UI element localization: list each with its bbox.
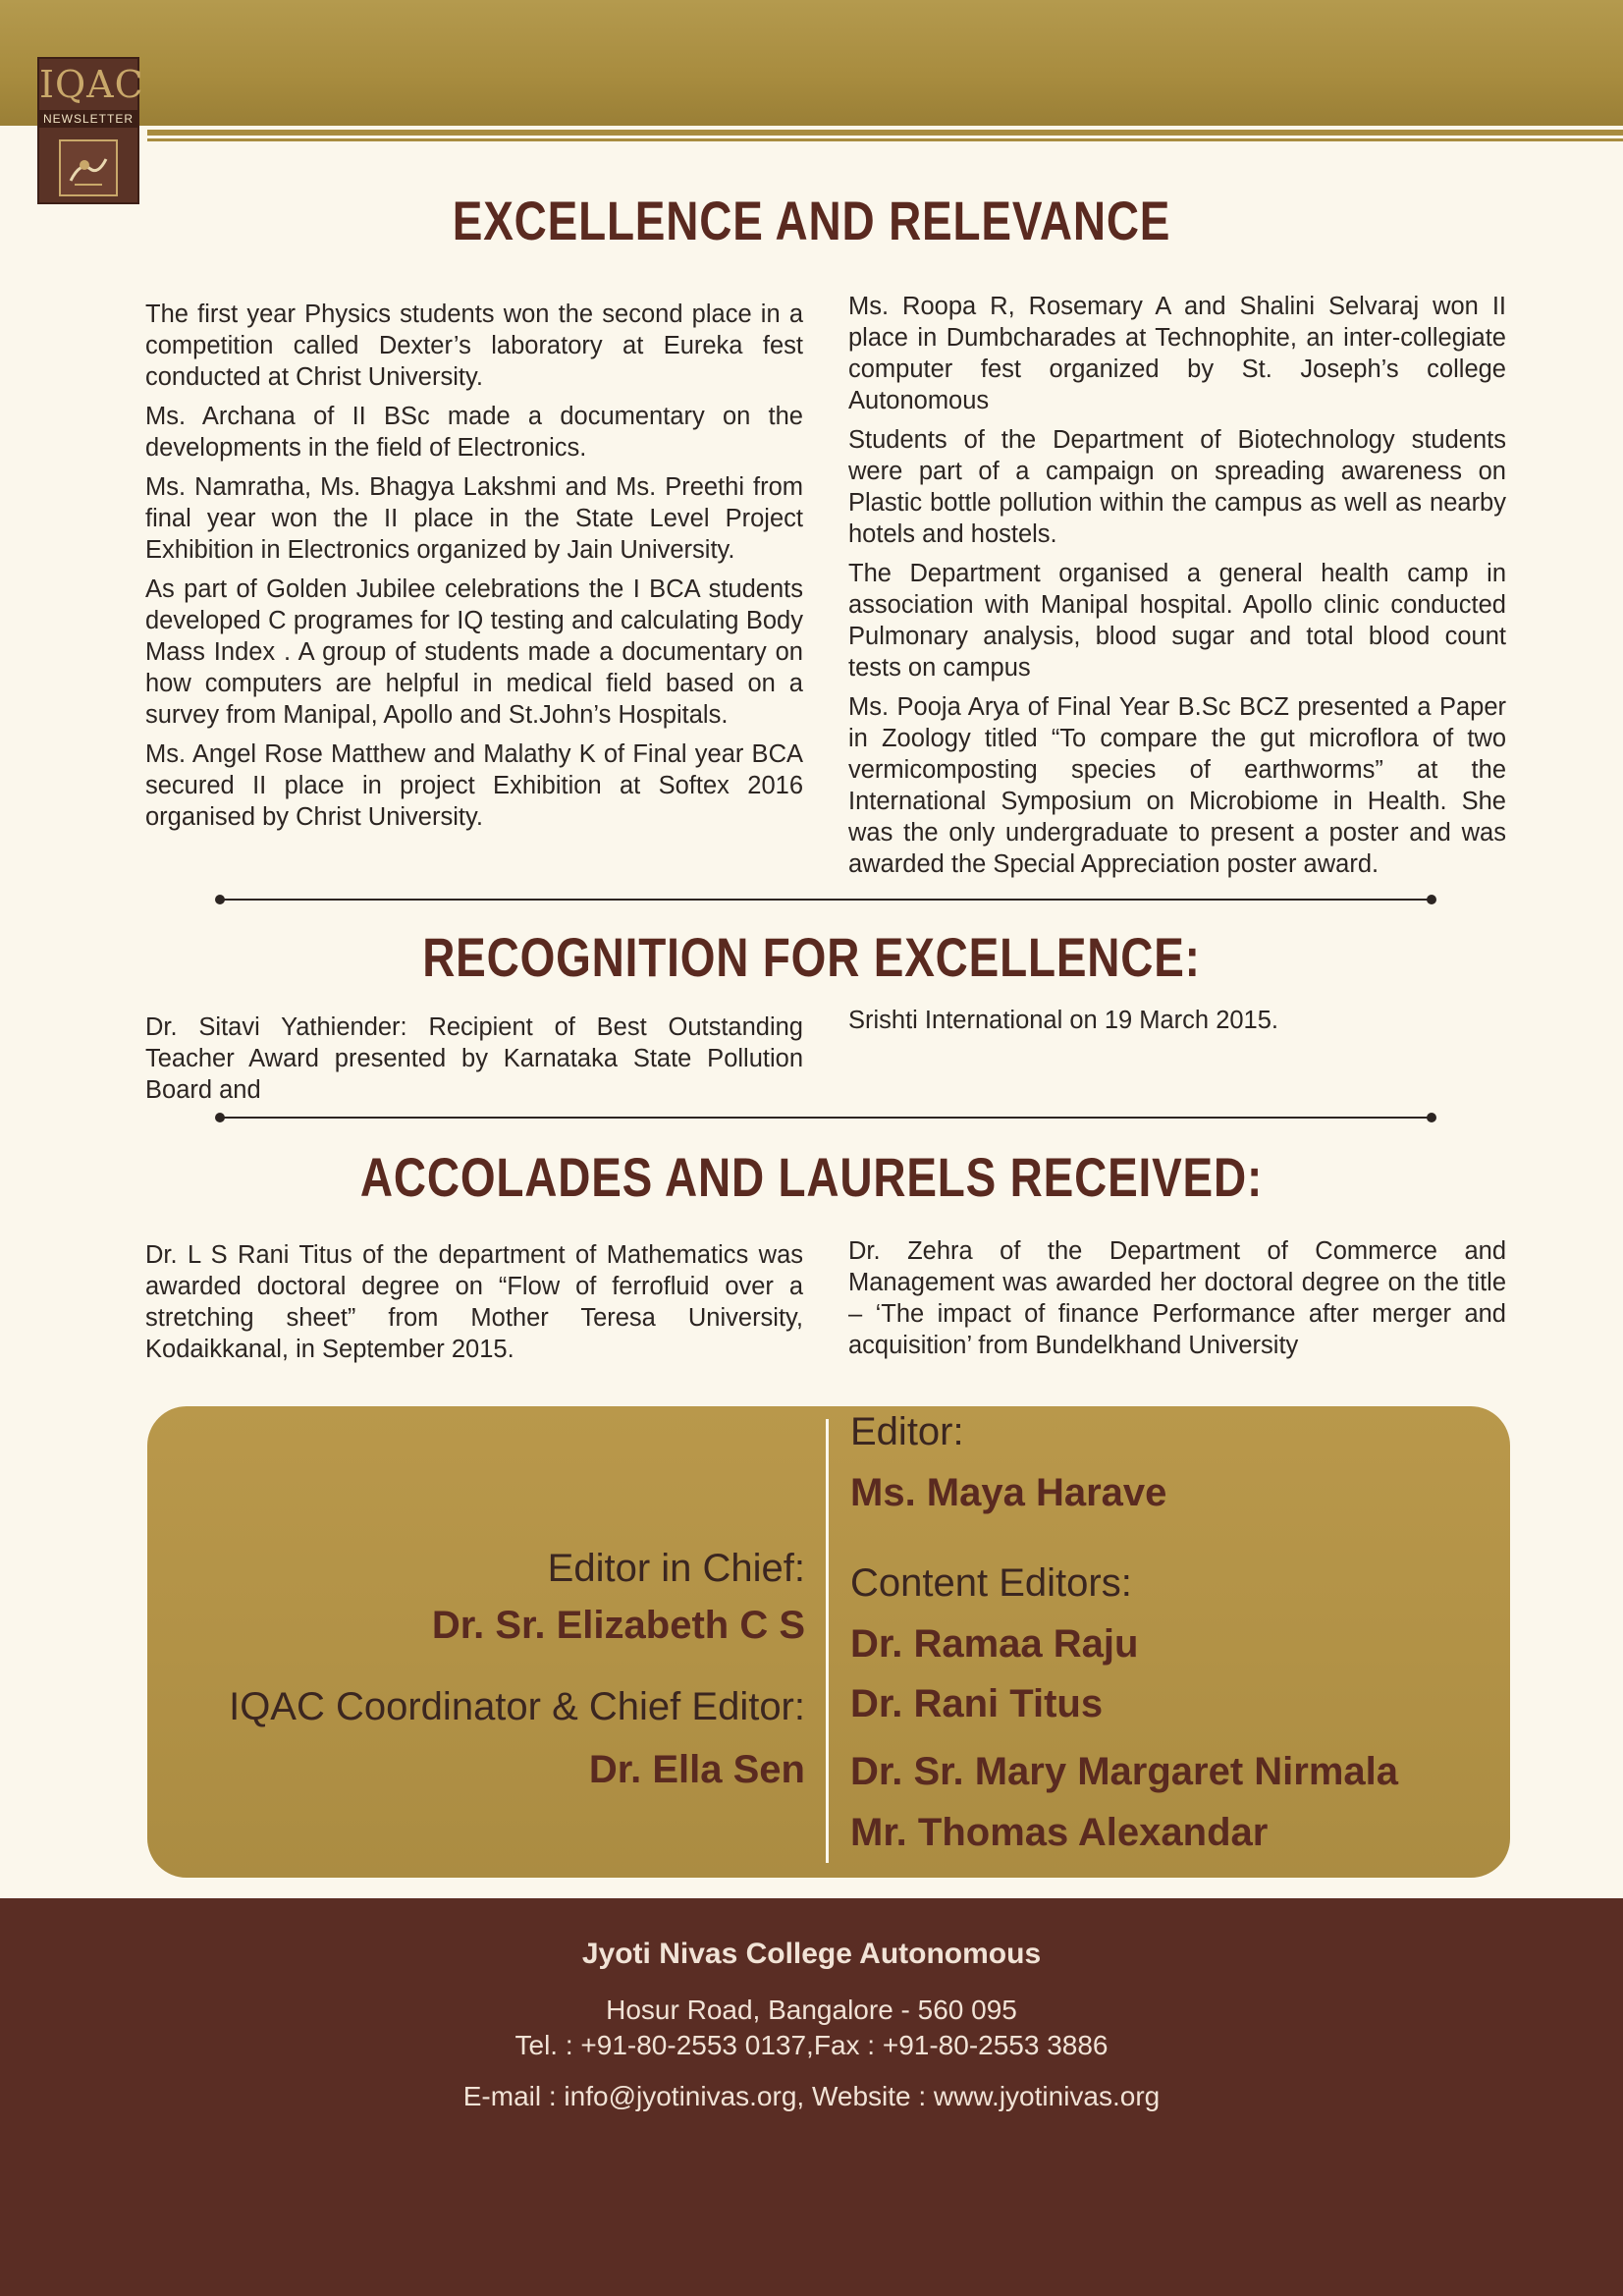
paragraph: Students of the Department of Biotechnology students were part of a campaign on spreading awareness on Plastic bottle pollution within the campus as well as nearby hotels and hostels. [848, 426, 1506, 548]
college-name: Jyoti Nivas College Autonomous [581, 1938, 1042, 1970]
recognition-left-text: Dr. Sitavi Yathiender: Recipient of Best Outstanding Teacher Award presented by Karnataka State Pollution Board and [145, 1013, 803, 1104]
section-heading-excellence: EXCELLENCE AND RELEVANCE [452, 190, 1171, 251]
emblem-icon [59, 139, 118, 196]
college-address: Hosur Road, Bangalore - 560 095 [606, 1995, 1017, 2025]
section-heading-recognition: RECOGNITION FOR EXCELLENCE: [422, 926, 1201, 988]
accolades-right-text: Dr. Zehra of the Department of Commerce and Management was awarded her doctoral degree on the title – ‘The impact of finance Performance after merger and acquisition’ from Bundelkhand University [848, 1237, 1506, 1359]
header-rule [147, 130, 1623, 136]
recognition-right-text: Srishti International on 19 March 2015. [848, 1007, 1279, 1034]
excellence-right-column [848, 291, 1506, 888]
editor-label: Editor: [850, 1410, 964, 1453]
editor-in-chief-label: Editor in Chief: [547, 1547, 805, 1590]
college-phone: Tel. : +91-80-2553 0137,Fax : +91-80-2553 3886 [514, 2030, 1109, 2060]
paragraph: Ms. Roopa R, Rosemary A and Shalini Selvaraj won II place in Dumbcharades at Technophite, an inter-collegiate computer fest organized by St. Joseph’s college Autonomous [848, 293, 1506, 414]
paragraph: Ms. Angel Rose Matthew and Malathy K of Final year BCA secured II place in project Exhibition at Softex 2016 organised by Christ University. [145, 740, 803, 831]
paragraph: The Department organised a general health camp in association with Manipal hospital. Apollo clinic conducted Pulmonary analysis, blood sugar and total blood count tests on campus [848, 560, 1506, 682]
content-editor-name: Dr. Sr. Mary Margaret Nirmala [850, 1750, 1399, 1793]
paragraph: Ms. Namratha, Ms. Bhagya Lakshmi and Ms. Preethi from final year won the II place in the State Level Project Exhibition in Electronics organized by Jain University. [145, 473, 803, 564]
section-divider [220, 1117, 1432, 1119]
footer [0, 1898, 1623, 2296]
content-editors-label: Content Editors: [850, 1561, 1132, 1605]
paragraph: As part of Golden Jubilee celebrations the I BCA students developed C programes for IQ testing and calculating Body Mass Index . A group of students made a documentary on how computers are helpful in medical field based on a survey from Manipal, Apollo and St.John’s Hospitals. [145, 575, 803, 729]
paragraph: Ms. Pooja Arya of Final Year B.Sc BCZ presented a Paper in Zoology titled “To compare the gut microflora of two vermicomposting species of earthworms” at the International Symposium on Microbiome in Health. She was the only undergraduate to present a poster and was awarded the Special Appreciation poster award. [848, 693, 1506, 878]
content-editor-name: Mr. Thomas Alexandar [850, 1811, 1269, 1854]
accolades-left-text: Dr. L S Rani Titus of the department of Mathematics was awarded doctoral degree on “Flow of ferrofluid over a stretching sheet” from Mother Teresa University, Kodaikkanal, in September 2015. [145, 1241, 803, 1363]
editor-name: Ms. Maya Harave [850, 1471, 1167, 1514]
paragraph: The first year Physics students won the second place in a competition called Dexter’s laboratory at Eureka fest conducted at Christ University. [145, 301, 803, 391]
content-editor-name: Dr. Rani Titus [850, 1682, 1104, 1725]
coordinator-label: IQAC Coordinator & Chief Editor: [229, 1685, 805, 1728]
excellence-left-column [145, 299, 803, 841]
paragraph: Ms. Archana of II BSc made a documentary on the developments in the field of Electronics. [145, 403, 803, 462]
content-editor-name: Dr. Ramaa Raju [850, 1622, 1139, 1666]
header-band [0, 0, 1623, 126]
section-divider [220, 899, 1432, 901]
section-heading-accolades: ACCOLADES AND LAURELS RECEIVED: [359, 1146, 1264, 1208]
logo-title: IQAC [39, 63, 144, 106]
editors-divider [826, 1419, 829, 1863]
editor-in-chief-name: Dr. Sr. Elizabeth C S [431, 1604, 805, 1647]
college-contact: E-mail : info@jyotinivas.org, Website : www.jyotinivas.org [462, 2081, 1161, 2111]
coordinator-name: Dr. Ella Sen [588, 1748, 805, 1791]
iqac-logo [37, 57, 144, 204]
header-rule-thin [147, 138, 1623, 141]
logo-subtitle: NEWSLETTER [39, 110, 137, 128]
